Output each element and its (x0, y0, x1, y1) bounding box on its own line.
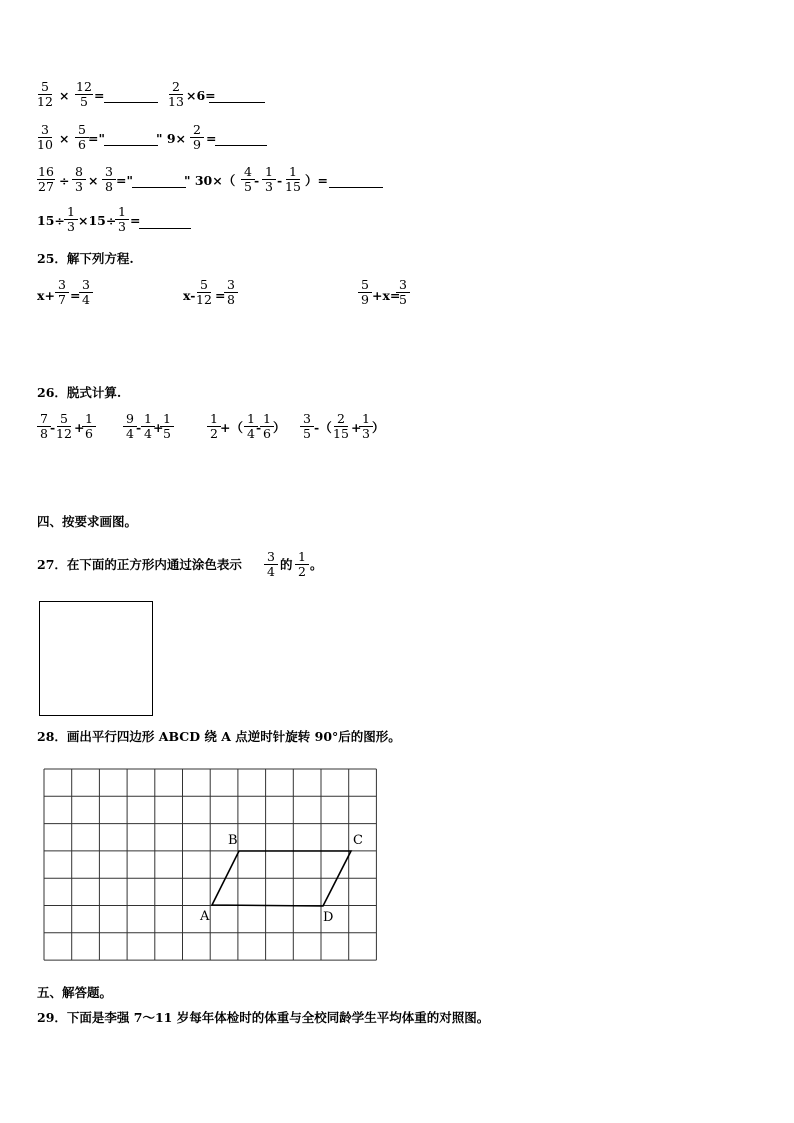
answer-blank[interactable] (209, 101, 265, 103)
operator: ×15÷ (78, 213, 117, 228)
fraction: $\frac{1}{4}$ (244, 412, 258, 441)
operator: ） (273, 420, 286, 435)
operator: x+ (37, 288, 55, 303)
fraction: $\frac{1}{15}$ (285, 164, 301, 194)
fraction: $\frac{3}{5}$ (396, 278, 410, 307)
fraction: $\frac{8}{3}$ (72, 165, 86, 194)
operator: -（ (314, 420, 332, 435)
question-29-text: 29．下面是李强 7～11 岁每年体检时的体重与全校同龄学生平均体重的对照图。 (37, 1010, 490, 1025)
fraction: $\frac{12}{5}$ (76, 79, 92, 109)
fraction: $\frac{1}{4}$ (141, 412, 155, 441)
fraction: $\frac{4}{5}$ (241, 165, 255, 194)
operator: 15÷ (37, 213, 65, 228)
answer-blank[interactable] (215, 144, 267, 146)
operator: +x= (372, 288, 401, 303)
operator: - (256, 420, 262, 435)
operator: + (351, 420, 362, 435)
answer-blank[interactable] (139, 227, 191, 229)
operator: " 30×（ (184, 173, 236, 188)
answer-blank[interactable] (104, 101, 158, 103)
answer-blank[interactable] (104, 144, 158, 146)
operator: + (74, 420, 85, 435)
fraction: $\frac{3}{8}$ (102, 165, 116, 194)
fraction: $\frac{1}{6}$ (82, 412, 96, 441)
fraction: $\frac{9}{4}$ (123, 412, 137, 441)
operator: + (153, 420, 164, 435)
fraction: $\frac{1}{2}$ (295, 550, 309, 579)
fraction: $\frac{1}{3}$ (359, 412, 373, 441)
vertex-label-c: C (353, 833, 363, 848)
operator: =" (88, 131, 105, 146)
operator: =" (116, 173, 133, 188)
question-25-title: 25．解下列方程. (37, 251, 134, 266)
operator: ） (372, 420, 385, 435)
shading-square[interactable] (39, 601, 153, 716)
question-28-title: 28．画出平行四边形 ABCD 绕 A 点逆时针旋转 90°后的图形。 (37, 729, 401, 744)
fraction: $\frac{3}{4}$ (79, 278, 93, 307)
vertex-label-d: D (323, 910, 334, 925)
operator: - (136, 420, 142, 435)
fraction: $\frac{3}{5}$ (300, 412, 314, 441)
operator: +（ (220, 420, 243, 435)
fraction: $\frac{3}{7}$ (55, 278, 69, 307)
fraction: $\frac{3}{8}$ (224, 278, 238, 307)
operator: × (59, 88, 70, 103)
vertex-label-a: A (200, 909, 210, 924)
grid-figure[interactable] (40, 764, 385, 964)
operator: = (94, 88, 105, 103)
question-27-text: 27．在下面的正方形内通过涂色表示 (37, 557, 242, 572)
question-26-title: 26．脱式计算. (37, 385, 122, 400)
fraction: $\frac{5}{12}$ (56, 411, 72, 441)
fraction: $\frac{5}{9}$ (358, 278, 372, 307)
fraction: $\frac{5}{6}$ (75, 123, 89, 152)
operator: x- (183, 288, 196, 303)
answer-blank[interactable] (329, 186, 383, 188)
operator: ×6= (186, 88, 216, 103)
fraction: $\frac{2}{15}$ (333, 411, 349, 441)
section-5-heading: 五、解答题。 (37, 985, 113, 1000)
fraction: $\frac{1}{3}$ (64, 205, 78, 234)
operator: = (215, 288, 226, 303)
operator: = (130, 213, 141, 228)
operator: ÷ (59, 173, 70, 188)
fraction: $\frac{3}{4}$ (264, 550, 278, 579)
operator: × (59, 131, 70, 146)
fraction: $\frac{1}{5}$ (160, 412, 174, 441)
section-4-heading: 四、按要求画图。 (37, 514, 138, 529)
operator: × (88, 173, 99, 188)
fraction: $\frac{5}{12}$ (196, 277, 212, 307)
fraction: $\frac{2}{13}$ (168, 79, 184, 109)
fraction: $\frac{2}{9}$ (190, 123, 204, 152)
fraction: $\frac{1}{2}$ (207, 412, 221, 441)
fraction: $\frac{1}{3}$ (115, 205, 129, 234)
operator: - (277, 173, 283, 188)
question-27-text: 的 (280, 557, 293, 572)
operator: ）= (305, 173, 328, 188)
question-27-text: 。 (310, 557, 323, 572)
fraction: $\frac{1}{3}$ (262, 165, 276, 194)
operator: = (70, 288, 81, 303)
operator: - (50, 420, 56, 435)
answer-blank[interactable] (132, 186, 186, 188)
operator: - (254, 173, 260, 188)
fraction: $\frac{16}{27}$ (38, 164, 54, 194)
operator: = (206, 131, 217, 146)
vertex-label-b: B (228, 833, 238, 848)
fraction: $\frac{1}{6}$ (260, 412, 274, 441)
fraction: $\frac{5}{12}$ (37, 79, 53, 109)
fraction: $\frac{7}{8}$ (37, 412, 51, 441)
operator: " 9× (156, 131, 187, 146)
square-grid (44, 769, 376, 960)
fraction: $\frac{3}{10}$ (37, 122, 53, 152)
